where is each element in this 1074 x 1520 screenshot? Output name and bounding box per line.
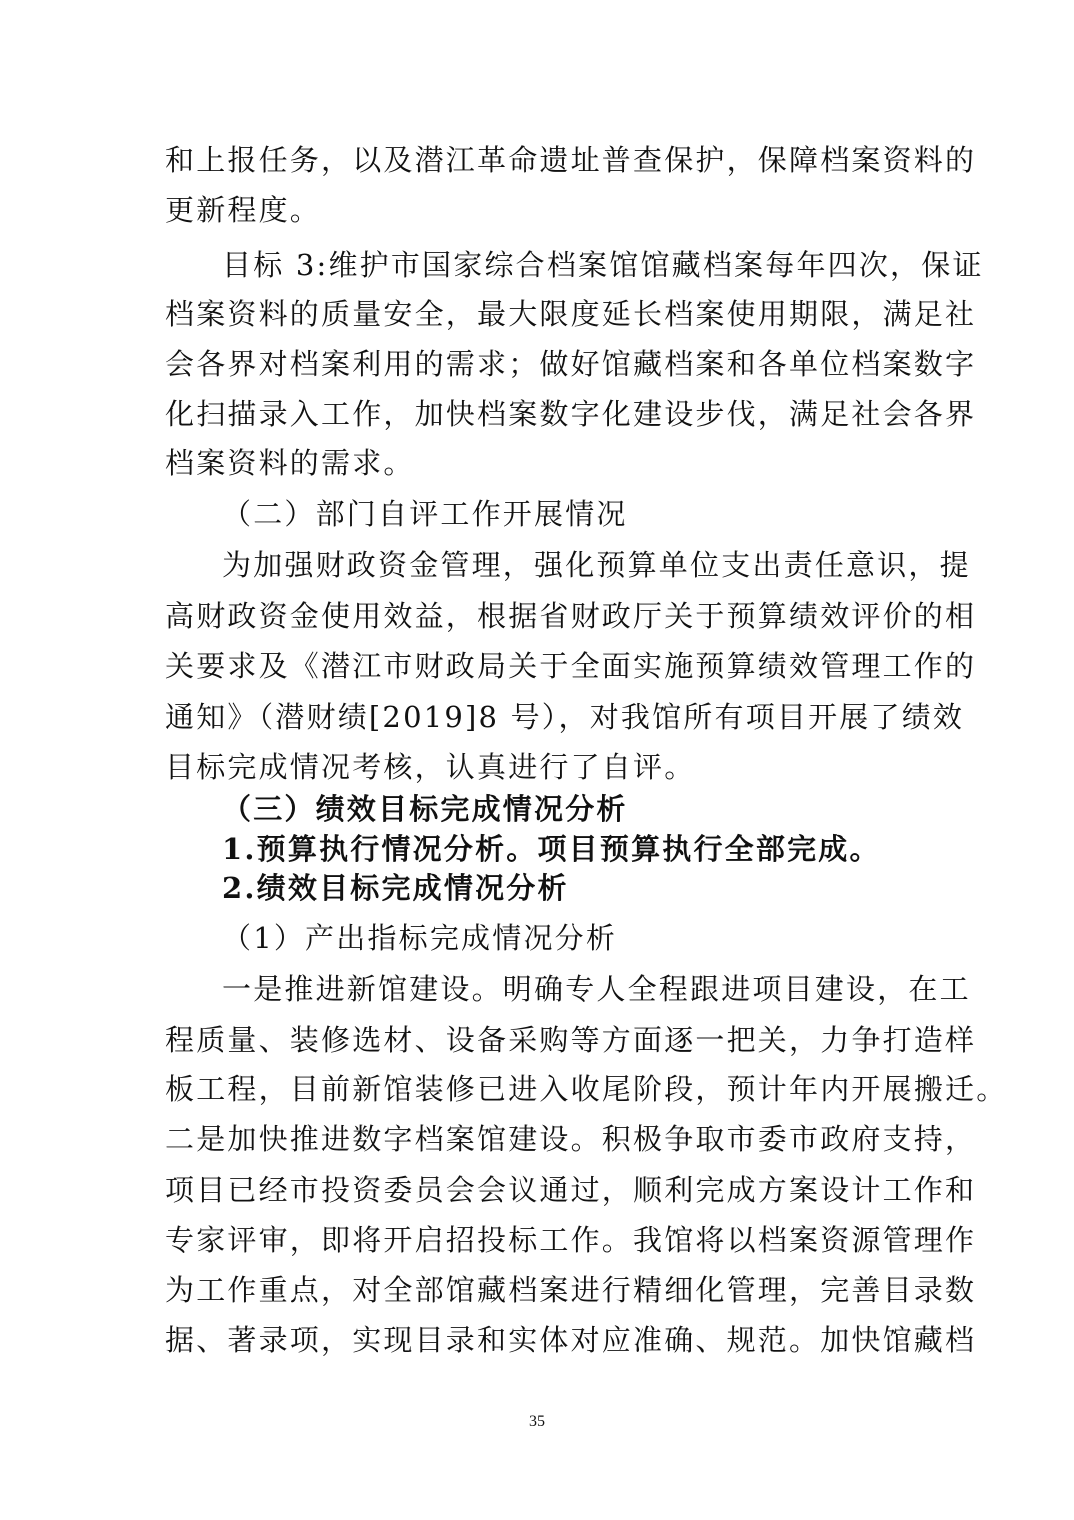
text-line: 为工作重点，对全部馆藏档案进行精细化管理，完善目录数 (165, 1273, 977, 1307)
text-line: 通知》（潜财绩[2019]8 号），对我馆所有项目开展了绩效 (165, 700, 965, 734)
text-line: 和上报任务，以及潜江革命遗址普查保护，保障档案资料的 (165, 143, 977, 177)
text-line: 板工程，目前新馆装修已进入收尾阶段，预计年内开展搬迁。 (165, 1072, 1008, 1106)
text-line: 档案资料的质量安全，最大限度延长档案使用期限，满足社 (165, 297, 977, 331)
section-heading: （三）绩效目标完成情况分析 (222, 792, 628, 826)
text-line: 程质量、装修选材、设备采购等方面逐一把关，力争打造样 (165, 1023, 977, 1057)
section-heading: （二）部门自评工作开展情况 (222, 497, 628, 531)
subsection-heading: 2.绩效目标完成情况分析 (222, 871, 569, 905)
text-line: 档案资料的需求。 (165, 446, 415, 480)
text-line: 化扫描录入工作，加快档案数字化建设步伐，满足社会各界 (165, 397, 977, 431)
text-line: 据、著录项，实现目录和实体对应准确、规范。加快馆藏档 (165, 1323, 977, 1357)
text-line: 高财政资金使用效益，根据省财政厅关于预算绩效评价的相 (165, 599, 977, 633)
subsection-heading: （1）产出指标完成情况分析 (222, 921, 618, 955)
text-line: 专家评审，即将开启招投标工作。我馆将以档案资源管理作 (165, 1223, 977, 1257)
text-line: 会各界对档案利用的需求；做好馆藏档案和各单位档案数字 (165, 347, 977, 381)
text-line: 目标 3:维护市国家综合档案馆馆藏档案每年四次，保证 (222, 248, 984, 282)
text-line: 一是推进新馆建设。明确专人全程跟进项目建设，在工 (222, 972, 971, 1006)
subsection-heading: 1.预算执行情况分析。项目预算执行全部完成。 (222, 832, 881, 866)
text-line: 为加强财政资金管理，强化预算单位支出责任意识，提 (222, 548, 971, 582)
text-line: 更新程度。 (165, 193, 322, 227)
text-line: 项目已经市投资委员会会议通过，顺利完成方案设计工作和 (165, 1173, 977, 1207)
text-line: 目标完成情况考核，认真进行了自评。 (165, 750, 696, 784)
page-number: 35 (529, 1413, 545, 1430)
text-line: 关要求及《潜江市财政局关于全面实施预算绩效管理工作的 (165, 649, 977, 683)
text-line: 二是加快推进数字档案馆建设。积极争取市委市政府支持， (165, 1122, 977, 1156)
